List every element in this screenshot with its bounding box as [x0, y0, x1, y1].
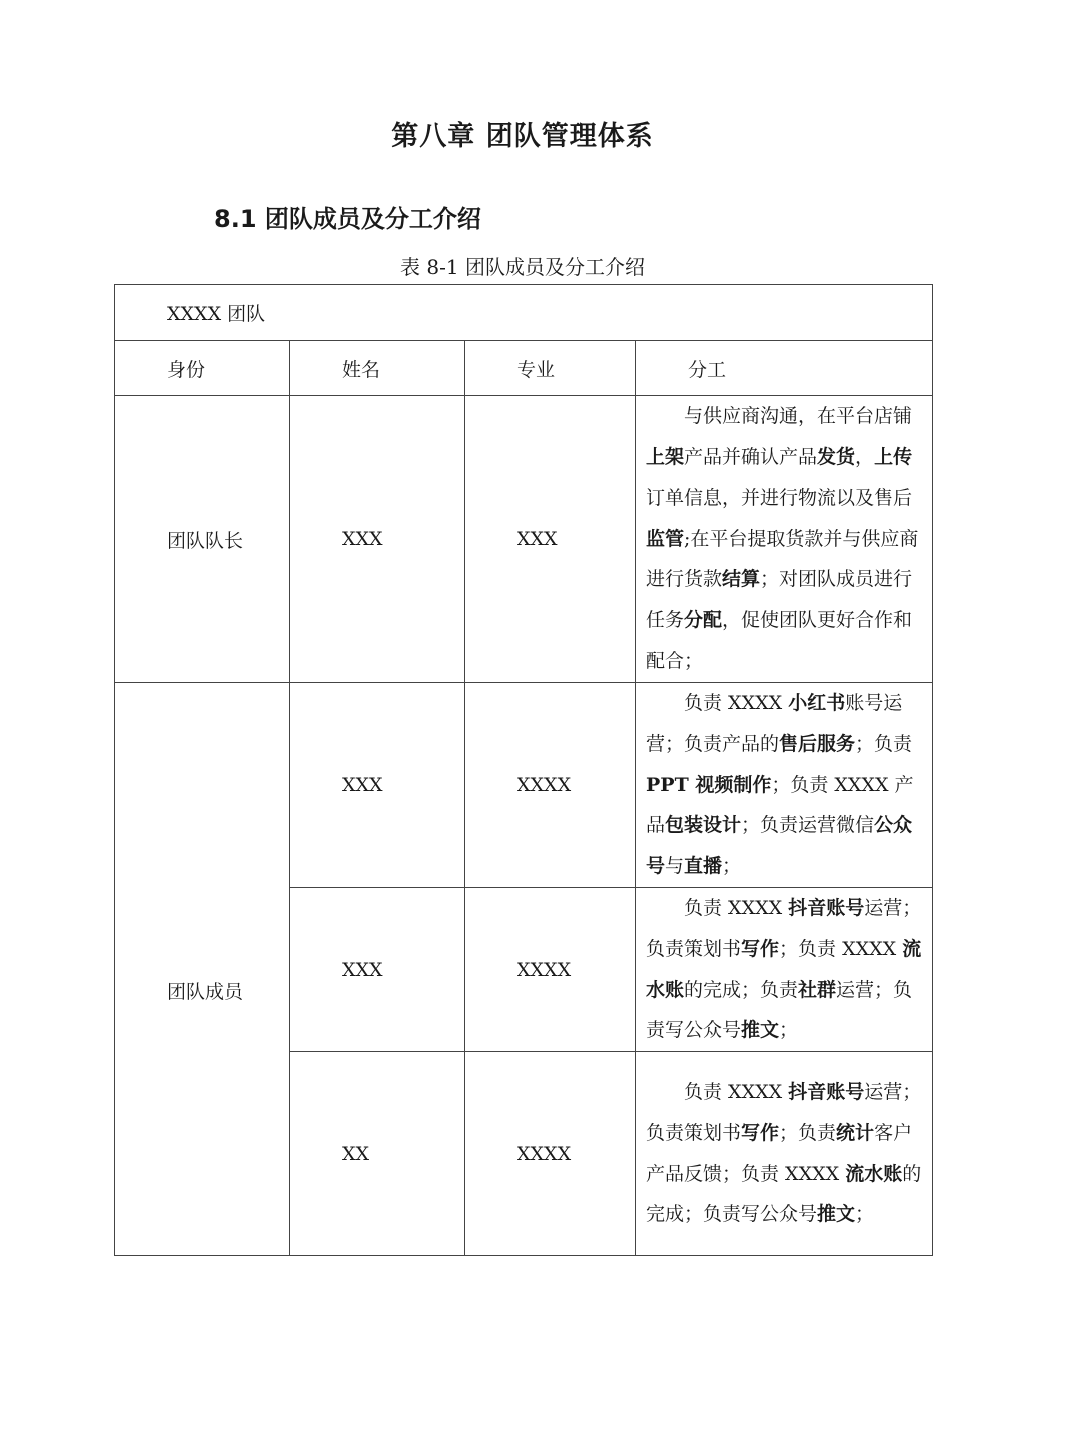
member-name: XXX [290, 683, 465, 888]
duty-keyword: 写作 [741, 937, 780, 960]
duty-text: ；负责 [779, 1121, 837, 1144]
leader-role: 团队队长 [115, 396, 290, 683]
duty-keyword: 分配 [684, 609, 723, 632]
duty-text: 运营；负责策划书 [646, 1081, 922, 1144]
duty-keyword: 流水账 [646, 937, 922, 1001]
member-name: XX [290, 1052, 465, 1256]
duty-keyword: 推文 [817, 1203, 856, 1226]
duty-keyword: 售后服务 [779, 732, 856, 755]
duty-keyword: 发货 [817, 446, 856, 468]
duty-keyword: 直播 [684, 855, 723, 878]
duty-keyword: 社群 [798, 978, 837, 1001]
header-role: 身份 [115, 341, 290, 396]
leader-row [115, 396, 933, 683]
duty-text: ； [855, 1203, 875, 1226]
duty-text: 客户产品反馈；负责 XXXX [646, 1121, 913, 1185]
duty-text: ；负责运营微信 [741, 814, 875, 837]
team-members-table [114, 284, 933, 1256]
header-name: 姓名 [290, 341, 465, 396]
duty-text: ， [855, 446, 875, 468]
duty-text: 与供应商沟通，在平台店铺 [684, 405, 913, 428]
chapter-title: 第八章 团队管理体系 [391, 121, 654, 152]
duty-keyword: 流水账 [845, 1162, 903, 1185]
team-name-cell: XXXX 团队 [115, 285, 933, 341]
member-major: XXXX [465, 887, 636, 1051]
duty-text: ；负责 XXXX 产品 [646, 773, 914, 837]
member-duty [636, 683, 933, 888]
duty-text: ；负责 [855, 732, 913, 755]
duty-text: 账号运营；负责产品的 [646, 692, 903, 755]
member-major: XXXX [465, 683, 636, 888]
duty-text: 产品并确认产品 [684, 446, 818, 468]
duty-text: ;在平台提取货款并与供应商进行货款 [646, 527, 919, 591]
duty-text: ；负责 XXXX [779, 937, 903, 960]
duty-keyword: 写作 [741, 1121, 780, 1144]
duty-keyword: 结算 [722, 568, 761, 591]
header-major: 专业 [465, 341, 636, 396]
duty-text: 负责 XXXX [684, 896, 789, 919]
duty-text: 负责 XXXX [684, 692, 789, 714]
duty-keyword: 统计 [836, 1121, 875, 1144]
duty-text: 运营；负责策划书 [646, 896, 922, 960]
leader-name: XXX [290, 396, 465, 683]
duty-text: ； [779, 1019, 799, 1042]
leader-duty [636, 396, 933, 683]
header-row [115, 341, 933, 396]
member-major: XXXX [465, 1052, 636, 1256]
leader-major: XXX [465, 396, 636, 683]
duty-text: 与 [665, 855, 685, 878]
duty-text: ；对团队成员进行任务 [646, 568, 913, 632]
duty-text: 的完成；负责 [684, 978, 799, 1001]
duty-text: 运营；负责写公众号 [646, 978, 913, 1042]
duty-keyword: 监管 [646, 527, 685, 550]
header-duty: 分工 [636, 341, 933, 396]
members-role: 团队成员 [115, 683, 290, 1256]
duty-keyword: PPT 视频制作 [646, 773, 772, 796]
duty-keyword: 上架 [646, 446, 685, 468]
duty-text: 负责 XXXX [684, 1081, 789, 1104]
table-caption: 表 8-1 团队成员及分工介绍 [400, 255, 645, 279]
duty-text: ，促使团队更好合作和配合； [646, 609, 913, 672]
section-heading: 8.1 团队成员及分工介绍 [214, 205, 481, 233]
duty-keyword: 包装设计 [665, 814, 742, 837]
member-name: XXX [290, 887, 465, 1051]
member-duty [636, 887, 933, 1051]
duty-keyword: 推文 [741, 1019, 780, 1042]
duty-text: ； [722, 855, 742, 878]
duty-text: 的完成；负责写公众号 [646, 1162, 922, 1226]
duty-keyword: 上传 [874, 446, 913, 468]
team-name-row [115, 285, 933, 341]
duty-text: 订单信息，并进行物流以及售后 [646, 486, 913, 509]
duty-keyword: 小红书 [788, 692, 846, 714]
duty-keyword: 抖音账号 [788, 1081, 865, 1104]
duty-keyword: 抖音账号 [788, 896, 865, 919]
member-duty [636, 1052, 933, 1256]
duty-keyword: 公众号 [646, 814, 913, 878]
member-row [115, 683, 933, 888]
